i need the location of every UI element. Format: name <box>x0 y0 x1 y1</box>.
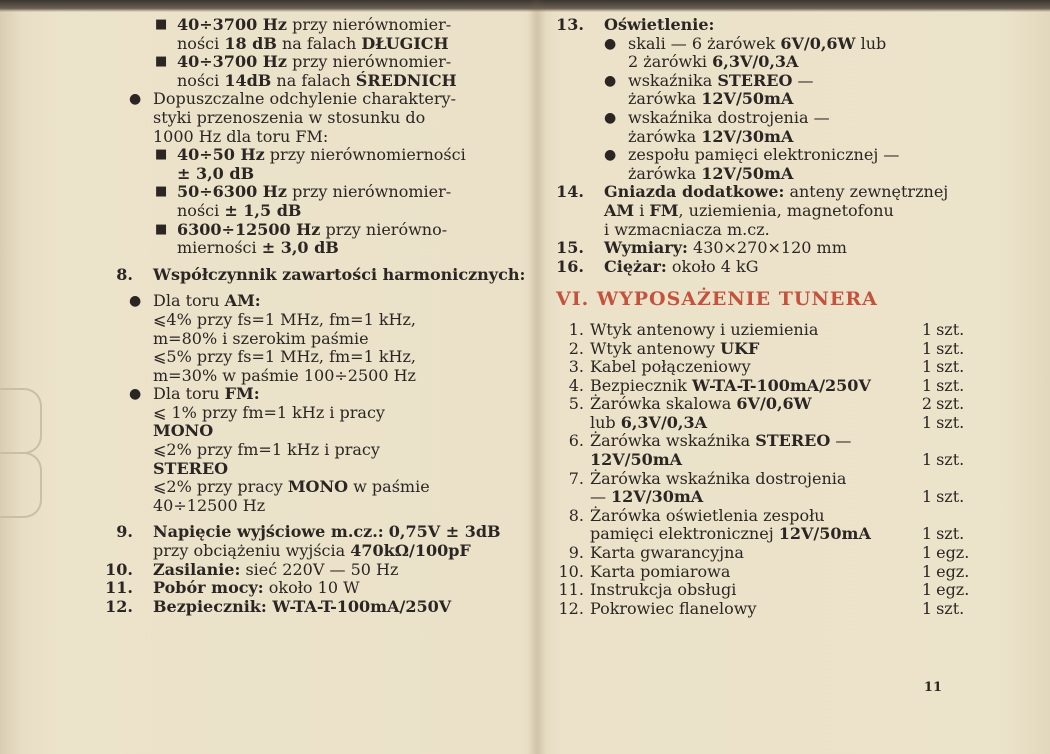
equipment-cell-n <box>556 525 590 544</box>
equipment-cell-q <box>908 470 936 489</box>
left-line <box>105 221 520 240</box>
equipment-cell-q: 1 <box>921 319 933 339</box>
equipment-cell-u: szt. <box>936 375 965 395</box>
left-line <box>105 128 520 147</box>
left-line <box>105 109 520 128</box>
line-text: Pobór mocy: około 10 W <box>153 578 360 598</box>
equipment-cell-u: szt. <box>936 319 965 339</box>
equipment-cell-d: Kabel połączeniowy <box>589 357 751 377</box>
item-number: 11. <box>105 578 133 598</box>
left-line <box>105 497 520 516</box>
equipment-cell-d: lub 6,3V/0,3A <box>589 412 708 432</box>
line-text: żarówka 12V/30mA <box>628 126 794 146</box>
line-text: przy obciążeniu wyjścia 470kΩ/100pF <box>153 541 471 561</box>
equipment-cell-n: 7. <box>568 468 584 488</box>
line-text: ności 18 dB na falach DŁUGICH <box>177 33 449 53</box>
equipment-cell-n: 9. <box>568 543 584 563</box>
equipment-row <box>556 451 976 470</box>
item-number: 8. <box>116 264 133 284</box>
equipment-cell-u: szt. <box>936 487 965 507</box>
line-text: Dla toru AM: <box>153 291 261 311</box>
equipment-cell-u: szt. <box>936 338 965 358</box>
line-text: Bezpiecznik: W-TA-T-100mA/250V <box>153 596 452 616</box>
equipment-cell-d: — 12V/30mA <box>589 487 704 507</box>
line-text: ⩽2% przy fm=1 kHz i pracy <box>153 440 380 460</box>
line-text: styki przenoszenia w stosunku do <box>153 107 426 127</box>
line-text: wskaźnika STEREO — <box>628 70 814 90</box>
equipment-cell-d: Żarówka wskaźnika STEREO — <box>589 431 852 451</box>
left-line <box>105 16 520 35</box>
equipment-row <box>556 321 976 340</box>
left-line <box>105 441 520 460</box>
right-line <box>556 239 976 258</box>
equipment-row <box>556 340 976 359</box>
equipment-cell-n: 12. <box>558 598 584 618</box>
line-text: 50÷6300 Hz przy nierównomier- <box>177 182 452 202</box>
equipment-table <box>556 321 976 619</box>
right-line <box>556 35 976 54</box>
equipment-cell-q: 1 <box>921 598 933 618</box>
line-text: m=30% w paśmie 100÷2500 Hz <box>153 365 416 385</box>
equipment-row <box>556 600 976 619</box>
left-line <box>105 598 520 617</box>
line-text: 40÷50 Hz przy nierównomierności <box>177 145 466 165</box>
item-number: 16. <box>556 256 584 276</box>
left-line <box>105 35 520 54</box>
line-text: skali — 6 żarówek 6V/0,6W lub <box>628 33 887 53</box>
equipment-cell-d: Karta pomiarowa <box>589 561 731 581</box>
equipment-row <box>556 507 976 526</box>
right-line <box>556 165 976 184</box>
line-text: Wymiary: 430×270×120 mm <box>604 238 847 258</box>
line-text: żarówka 12V/50mA <box>628 163 794 183</box>
line-text: ⩽2% przy pracy MONO w paśmie <box>153 477 430 497</box>
line-text: Zasilanie: sieć 220V — 50 Hz <box>153 559 399 579</box>
page-number: 11 <box>923 680 942 695</box>
equipment-cell-n: 5. <box>568 394 584 414</box>
left-line <box>105 72 520 91</box>
equipment-cell-q: 1 <box>921 375 933 395</box>
equipment-cell-u: szt. <box>936 524 965 544</box>
equipment-cell-d: 12V/50mA <box>589 450 683 470</box>
line-text: ności ± 1,5 dB <box>177 200 302 220</box>
right-column <box>556 16 976 618</box>
equipment-row <box>556 414 976 433</box>
equipment-cell-q: 2 <box>921 394 933 414</box>
line-text: AM i FM, uziemienia, magnetofonu <box>604 200 894 220</box>
line-text: Gniazda dodatkowe: anteny zewnętrznej <box>604 182 949 202</box>
left-line <box>105 292 520 311</box>
equipment-cell-n: 11. <box>558 580 584 600</box>
equipment-cell-d: Wtyk antenowy UKF <box>589 338 760 358</box>
left-line <box>105 330 520 349</box>
line-text: m=80% i szerokim paśmie <box>153 328 369 348</box>
equipment-cell-n <box>556 414 590 433</box>
binding-ring-bottom <box>0 452 42 518</box>
equipment-cell-n: 4. <box>568 375 584 395</box>
equipment-cell-q: 1 <box>921 487 933 507</box>
equipment-cell-q <box>908 507 936 526</box>
equipment-cell-n: 10. <box>558 561 584 581</box>
line-text: 2 żarówki 6,3V/0,3A <box>628 52 799 72</box>
equipment-row <box>556 581 976 600</box>
equipment-cell-q: 1 <box>921 524 933 544</box>
line-text: Napięcie wyjściowe m.cz.: 0,75V ± 3dB <box>153 522 501 542</box>
equipment-cell-u <box>936 470 976 489</box>
equipment-cell-q: 1 <box>921 450 933 470</box>
left-line <box>105 53 520 72</box>
equipment-cell-u <box>936 432 976 451</box>
line-text: ± 3,0 dB <box>177 163 255 183</box>
equipment-cell-d: Żarówka oświetlenia zespołu <box>589 505 825 525</box>
line-text: 1000 Hz dla toru FM: <box>153 126 329 146</box>
equipment-cell-d: Żarówka skalowa 6V/0,6W <box>589 394 812 414</box>
equipment-cell-n: 6. <box>568 431 584 451</box>
item-number: 12. <box>105 596 133 616</box>
line-text: i wzmacniacza m.cz. <box>604 219 770 239</box>
left-line <box>105 542 520 561</box>
item-number: 14. <box>556 182 584 202</box>
left-line <box>105 478 520 497</box>
equipment-row <box>556 563 976 582</box>
equipment-row <box>556 544 976 563</box>
left-line <box>105 264 526 285</box>
equipment-cell-d: Żarówka wskaźnika dostrojenia <box>589 468 847 488</box>
equipment-cell-d: pamięci elektronicznej 12V/50mA <box>589 524 871 544</box>
line-text: 40÷12500 Hz <box>153 495 266 515</box>
line-text: MONO <box>153 421 214 441</box>
left-line <box>105 579 520 598</box>
equipment-cell-q: 1 <box>921 412 933 432</box>
equipment-cell-u: szt. <box>936 394 965 414</box>
equipment-cell-u: szt. <box>936 598 965 618</box>
right-line <box>556 202 976 221</box>
line-text: 40÷3700 Hz przy nierównomier- <box>177 15 452 34</box>
equipment-cell-d: Bezpiecznik W-TA-T-100mA/250V <box>589 375 871 395</box>
equipment-cell-d: Instrukcja obsługi <box>589 580 737 600</box>
right-line <box>556 16 976 35</box>
item-number: 13. <box>556 15 584 34</box>
line-text: 40÷3700 Hz przy nierównomier- <box>177 52 452 72</box>
line-text: żarówka 12V/50mA <box>628 89 794 109</box>
equipment-cell-n: 3. <box>568 357 584 377</box>
equipment-cell-n: 1. <box>568 319 584 339</box>
right-line <box>556 146 976 165</box>
equipment-cell-u: szt. <box>936 357 965 377</box>
left-line <box>105 404 520 423</box>
equipment-row <box>556 525 976 544</box>
equipment-cell-d: Wtyk antenowy i uziemienia <box>589 319 819 339</box>
section-heading: VI. WYPOSAŻENIE TUNERA <box>556 288 878 311</box>
right-line <box>556 128 976 147</box>
left-line <box>105 385 520 404</box>
equipment-cell-q <box>908 432 936 451</box>
equipment-row <box>556 432 976 451</box>
left-line <box>105 348 520 367</box>
right-line <box>556 109 976 128</box>
right-line <box>556 53 976 72</box>
item-number: 15. <box>556 238 584 258</box>
line-text: 6300÷12500 Hz przy nierówno- <box>177 219 448 239</box>
left-line <box>105 523 520 542</box>
equipment-cell-u: szt. <box>936 412 965 432</box>
line-text: Dla toru FM: <box>153 384 260 404</box>
left-line <box>105 422 520 441</box>
equipment-cell-n <box>556 451 590 470</box>
equipment-cell-n: 2. <box>568 338 584 358</box>
left-line <box>105 146 520 165</box>
line-text: ⩽ 1% przy fm=1 kHz i pracy <box>153 402 385 422</box>
equipment-cell-d: Pokrowiec flanelowy <box>589 598 757 618</box>
equipment-cell-u: egz. <box>936 580 970 600</box>
right-line <box>556 258 976 277</box>
book-spine <box>528 0 546 754</box>
line-text: Współczynnik zawartości harmonicznych: <box>153 264 526 284</box>
line-text: ności 14dB na falach ŚREDNICH <box>177 70 457 90</box>
equipment-row <box>556 358 976 377</box>
line-text: Oświetlenie: <box>604 15 715 34</box>
equipment-cell-d: Karta gwarancyjna <box>589 543 744 563</box>
item-number: 10. <box>105 559 133 579</box>
equipment-row <box>556 377 976 396</box>
left-line <box>105 239 520 258</box>
left-line <box>105 460 520 479</box>
item-number: 9. <box>116 522 133 542</box>
left-line <box>105 561 520 580</box>
line-text: STEREO <box>153 458 229 478</box>
line-text: ⩽4% przy fs=1 MHz, fm=1 kHz, <box>153 309 416 329</box>
left-line <box>105 165 520 184</box>
equipment-cell-u: szt. <box>936 450 965 470</box>
line-text: mierności ± 3,0 dB <box>177 238 339 258</box>
equipment-cell-q: 1 <box>921 543 933 563</box>
left-line <box>105 311 520 330</box>
left-line <box>105 183 520 202</box>
right-line <box>556 90 976 109</box>
left-line <box>105 90 520 109</box>
line-text: ⩽5% przy fs=1 MHz, fm=1 kHz, <box>153 347 416 367</box>
equipment-cell-q: 1 <box>921 580 933 600</box>
left-line <box>105 202 520 221</box>
equipment-row <box>556 488 976 507</box>
equipment-cell-q: 1 <box>921 561 933 581</box>
equipment-cell-q: 1 <box>921 357 933 377</box>
line-text: zespołu pamięci elektronicznej — <box>628 145 900 165</box>
specs-continued <box>556 16 976 276</box>
equipment-cell-n <box>556 488 590 507</box>
equipment-cell-u <box>936 507 976 526</box>
equipment-cell-q: 1 <box>921 338 933 358</box>
equipment-row <box>556 395 976 414</box>
line-text: wskaźnika dostrojenia — <box>628 107 830 127</box>
right-line <box>556 221 976 240</box>
line-text: Ciężar: około 4 kG <box>604 256 759 276</box>
right-line <box>556 183 976 202</box>
left-column <box>105 15 526 616</box>
equipment-row <box>556 470 976 489</box>
equipment-cell-u: egz. <box>936 561 970 581</box>
binding-ring-top <box>0 388 42 454</box>
line-text: Dopuszczalne odchylenie charaktery- <box>153 89 456 109</box>
right-line <box>556 72 976 91</box>
left-line <box>105 367 520 386</box>
equipment-cell-n: 8. <box>568 505 584 525</box>
scan-top-edge <box>0 0 1050 12</box>
equipment-cell-u: egz. <box>936 543 970 563</box>
